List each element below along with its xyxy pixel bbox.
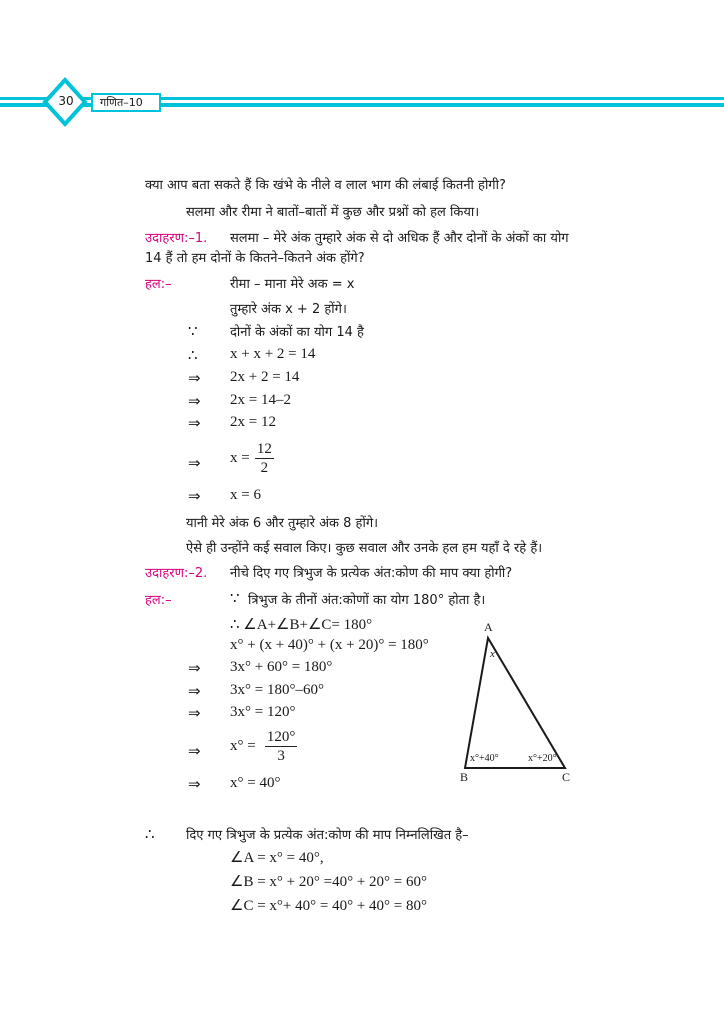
implies-symbol: ⇒ [188, 744, 201, 760]
triangle-figure [450, 620, 580, 790]
because-symbol: ∵ [230, 591, 240, 607]
implies-symbol: ⇒ [188, 456, 201, 472]
solution-2-label: हल:– [145, 593, 172, 608]
intro-note: सलमा और रीमा ने बातों–बातों में कुछ और प्रश्नों को हल किया। [186, 205, 480, 220]
vertex-a-label: A [484, 620, 493, 634]
step-1: रीमा – माना मेरे अक = x [230, 277, 355, 292]
angle-b-result: ∠B = x° + 20° =40° + 20° = 60° [230, 874, 427, 890]
triangle-step-4: 3x° + 60° = 180° [230, 659, 333, 675]
step-8 [230, 440, 274, 477]
triangle-step-3: x° + (x + 40)° + (x + 20)° = 180° [230, 637, 429, 653]
step-8-lhs: x = [230, 450, 250, 466]
implies-symbol: ⇒ [188, 489, 201, 505]
triangle-step-2-text: ∠A+∠B+∠C= 180° [243, 617, 373, 633]
example-1-text-cont: 14 हैं तो हम दोनों के कितने–कितने अंक होंगे? [145, 251, 365, 266]
vertex-c-label: C [562, 770, 571, 784]
triangle-step-1: त्रिभुज के तीनों अंत:कोणों का योग 180° होता है। [248, 593, 486, 608]
step-9: x = 6 [230, 487, 261, 503]
step-11: ऐसे ही उन्होंने कई सवाल किए। कुछ सवाल और उनके हल हम यहाँ दे रहे हैं। [186, 541, 543, 556]
page-number: 30 [58, 94, 74, 108]
triangle-step-7 [230, 728, 297, 765]
implies-symbol: ⇒ [188, 661, 201, 677]
example-2-label: उदाहरण:–2. [145, 566, 208, 581]
example-1-label: उदाहरण:–1. [145, 231, 208, 246]
therefore-symbol: ∴ [230, 617, 240, 633]
triangle-step-5: 3x° = 180°–60° [230, 682, 324, 698]
conclusion-text: दिए गए त्रिभुज के प्रत्येक अंत:कोण की माप निम्नलिखित है– [186, 828, 469, 843]
step-2: तुम्हारे अंक x + 2 होंगे। [230, 302, 347, 317]
fraction [255, 440, 274, 477]
triangle-step-2 [230, 615, 372, 634]
step-4: x + x + 2 = 14 [230, 346, 316, 362]
fraction-denominator: 2 [260, 460, 269, 476]
implies-symbol: ⇒ [188, 684, 201, 700]
implies-symbol: ⇒ [188, 394, 201, 410]
because-symbol: ∵ [188, 324, 198, 340]
example-2-text: नीचे दिए गए त्रिभुज के प्रत्येक अंत:कोण की माप क्या होगी? [230, 566, 513, 581]
intro-question: क्या आप बता सकते हैं कि खंभे के नीले व लाल भाग की लंबाई कितनी होगी? [145, 178, 506, 193]
step-6: 2x = 14–2 [230, 392, 291, 408]
angle-a-label: x [490, 648, 495, 660]
therefore-symbol: ∴ [188, 348, 198, 364]
solution-1-label: हल:– [145, 277, 172, 292]
implies-symbol: ⇒ [188, 371, 201, 387]
fraction-denominator: 3 [277, 748, 285, 764]
fraction-numerator: 12 [256, 441, 272, 457]
fraction-numerator: 120° [266, 729, 296, 745]
implies-symbol: ⇒ [188, 777, 201, 793]
step-3: दोनों के अंकों का योग 14 है [230, 325, 364, 340]
triangle-step-7-lhs: x° = [230, 738, 256, 754]
vertex-b-label: B [460, 770, 469, 784]
triangle-step-8: x° = 40° [230, 775, 281, 791]
fraction [265, 728, 298, 765]
implies-symbol: ⇒ [188, 706, 201, 722]
book-title: गणित–10 [100, 96, 143, 109]
angle-c-result: ∠C = x°+ 40° = 40° + 40° = 80° [230, 898, 427, 914]
example-1-text: सलमा – मेरे अंक तुम्हारे अंक से दो अधिक हैं और दोनों के अंकों का योग [230, 231, 569, 246]
step-7: 2x = 12 [230, 414, 276, 430]
therefore-symbol: ∴ [145, 827, 155, 843]
step-10: यानी मेरे अंक 6 और तुम्हारे अंक 8 होंगे। [186, 516, 379, 531]
step-5: 2x + 2 = 14 [230, 369, 300, 385]
triangle-step-6: 3x° = 120° [230, 704, 296, 720]
implies-symbol: ⇒ [188, 416, 201, 432]
angle-a-result: ∠A = x° = 40°, [230, 850, 324, 866]
angle-c-label: x°+20° [528, 753, 557, 764]
triangle-diagram [450, 620, 580, 790]
angle-b-label: x°+40° [470, 753, 499, 764]
